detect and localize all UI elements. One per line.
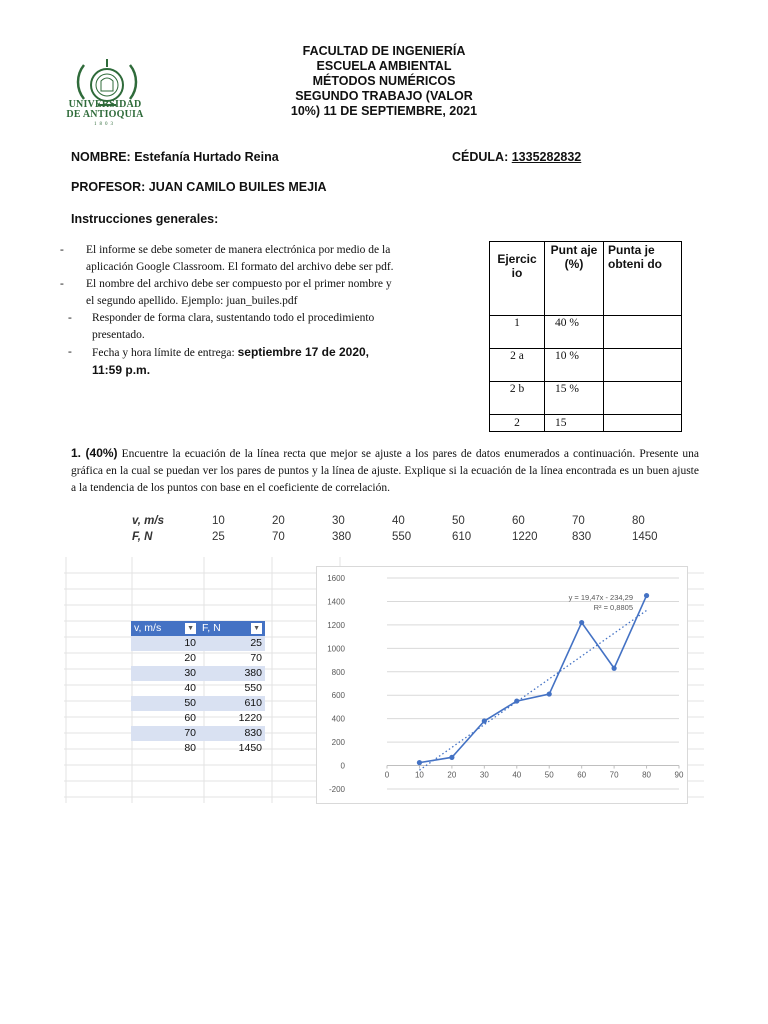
cell-v[interactable]: 30: [131, 666, 199, 681]
spreadsheet-row: [131, 681, 265, 696]
trendline: [419, 610, 646, 770]
x-tick-label: 50: [544, 770, 554, 780]
y-tick-label: 1000: [327, 644, 345, 654]
spreadsheet-table: [131, 621, 265, 756]
cell-v[interactable]: 60: [184, 712, 196, 724]
cell-v[interactable]: 50: [131, 696, 199, 711]
x-tick-label: 30: [479, 770, 489, 780]
y-tick-label: 1200: [327, 620, 345, 630]
cell-f[interactable]: 1220: [238, 712, 262, 724]
professor-name: PROFESOR: JUAN CAMILO BUILES MEJIA: [71, 180, 327, 194]
cell-v[interactable]: 20: [184, 652, 196, 664]
data-point: [579, 620, 584, 625]
header-line: FACULTAD DE INGENIERÍA: [302, 44, 466, 58]
spreadsheet-row: [131, 741, 265, 756]
x-tick-label: 70: [609, 770, 619, 780]
col-header-v[interactable]: v, m/s ▼: [131, 621, 199, 636]
instruction-item: - El nombre del archivo debe ser compuesto por el primer nombre y el segundo apellido. Ejemplo: juan_builes.pdf: [60, 278, 392, 307]
data-pairs-table: [130, 512, 692, 546]
x-tick-label: 0: [384, 770, 390, 780]
student-name: NOMBRE: Estefanía Hurtado Reina: [71, 150, 279, 164]
logo-wordmark: UNIVERSIDAD DE ANTIOQUIA: [66, 99, 144, 120]
spreadsheet-row: [131, 636, 265, 651]
cell-f[interactable]: 610: [199, 696, 265, 711]
spreadsheet-row: [131, 711, 265, 726]
y-tick-label: 600: [331, 691, 345, 701]
x-tick-label: 80: [642, 770, 652, 780]
instructions-heading: Instrucciones generales:: [71, 212, 219, 226]
score-row: 2 15: [490, 415, 682, 432]
instruction-item-deadline: - Fecha y hora límite de entrega: septiembre 17 de 2020, 11:59 p.m.: [68, 345, 370, 377]
y-tick-label: 800: [331, 667, 345, 677]
question-text: Encuentre la ecuación de la línea recta que mejor se ajuste a los pares de datos enumerados a continuación. Presente una gráfica en la cual se puedan ver los pares de puntos y la línea de ajuste. Explique si la ecuación de la línea encontrada es un buen ajuste a la tendencia de los puntos con base en el coeficiente de correlación.: [71, 448, 699, 494]
filter-dropdown-icon[interactable]: ▼: [187, 625, 194, 632]
cell-f[interactable]: 550: [244, 682, 262, 694]
y-tick-label: 400: [331, 714, 345, 724]
cell-f[interactable]: 380: [199, 666, 265, 681]
cell-v[interactable]: 80: [184, 742, 196, 754]
spreadsheet-row: [131, 726, 265, 741]
cell-f[interactable]: 830: [199, 726, 265, 741]
cell-f[interactable]: 1450: [238, 742, 262, 754]
data-point: [514, 698, 519, 703]
document-header: [250, 44, 518, 119]
score-row: 2 b 15 %: [490, 382, 682, 415]
spreadsheet-row: [131, 651, 265, 666]
x-tick-label: 10: [414, 770, 424, 780]
y-tick-label: 1400: [327, 597, 345, 607]
question-1: [71, 445, 699, 497]
student-id: [452, 150, 581, 164]
deadline-value: septiembre 17 de 2020, 11:59 p.m.: [92, 345, 370, 377]
score-input-cell[interactable]: [604, 316, 682, 349]
cell-f[interactable]: 70: [250, 652, 262, 664]
score-table: [489, 241, 682, 432]
header-obtenido: Punta je obteni do: [604, 242, 682, 316]
score-input-cell[interactable]: [604, 415, 682, 432]
header-ejercicio: Ejercic io: [490, 242, 545, 316]
data-point: [449, 755, 454, 760]
trendline-annotation: R² = 0,8805: [593, 603, 633, 612]
cedula-label: CÉDULA:: [452, 150, 509, 164]
y-tick-label: 1600: [327, 574, 345, 583]
score-table-header: [490, 242, 682, 316]
x-tick-label: 40: [512, 770, 522, 780]
instruction-item: - Responder de forma clara, sustentando todo el procedimiento presentado.: [68, 312, 375, 341]
instruction-item: - El informe se debe someter de manera electrónica por medio de la aplicación Google Classroom. El formato del archivo debe ser pdf.: [60, 244, 394, 273]
scatter-line-chart: [316, 566, 688, 804]
score-row: 2 a 10 %: [490, 349, 682, 382]
data-point: [547, 691, 552, 696]
instructions-list: [60, 242, 400, 380]
cell-v[interactable]: 70: [131, 726, 199, 741]
header-line: MÉTODOS NUMÉRICOS: [312, 74, 456, 88]
score-input-cell[interactable]: [604, 349, 682, 382]
header-line: 10%) 11 DE SEPTIEMBRE, 2021: [290, 104, 478, 118]
logo-year: 1803: [94, 122, 116, 127]
spreadsheet-row: [131, 696, 265, 711]
col-header-f[interactable]: F, N ▼: [199, 621, 265, 636]
y-tick-label: 200: [331, 738, 345, 748]
filter-dropdown-icon[interactable]: ▼: [253, 625, 260, 632]
y-tick-label: -200: [328, 785, 345, 794]
score-row: 1 40 %: [490, 316, 682, 349]
data-row-v: v, m/s 10 20 30 40 50 60 70 80: [132, 515, 645, 527]
spreadsheet-header: [131, 621, 265, 636]
series-line: [419, 596, 646, 763]
data-point: [644, 593, 649, 598]
cedula-value: 1335282832: [511, 150, 582, 164]
cell-v[interactable]: 10: [131, 636, 199, 651]
score-input-cell[interactable]: [604, 382, 682, 415]
question-number: 1. (40%): [71, 446, 118, 460]
header-line: ESCUELA AMBIENTAL: [316, 59, 452, 73]
data-point: [482, 718, 487, 723]
cell-v[interactable]: 40: [184, 682, 196, 694]
x-tick-label: 20: [447, 770, 457, 780]
data-point: [612, 666, 617, 671]
cell-f[interactable]: 25: [199, 636, 265, 651]
spreadsheet-row: [131, 666, 265, 681]
data-point: [417, 760, 422, 765]
data-row-f: F, N 25 70 380 550 610 1220 830 1450: [132, 531, 658, 543]
y-tick-label: 0: [340, 761, 345, 771]
header-line: SEGUNDO TRABAJO (VALOR: [295, 89, 473, 103]
header-puntaje: Punt aje (%): [545, 242, 604, 316]
x-tick-label: 60: [577, 770, 587, 780]
trendline-annotation: y = 19,47x - 234,29: [568, 593, 633, 602]
x-tick-label: 90: [674, 770, 684, 780]
